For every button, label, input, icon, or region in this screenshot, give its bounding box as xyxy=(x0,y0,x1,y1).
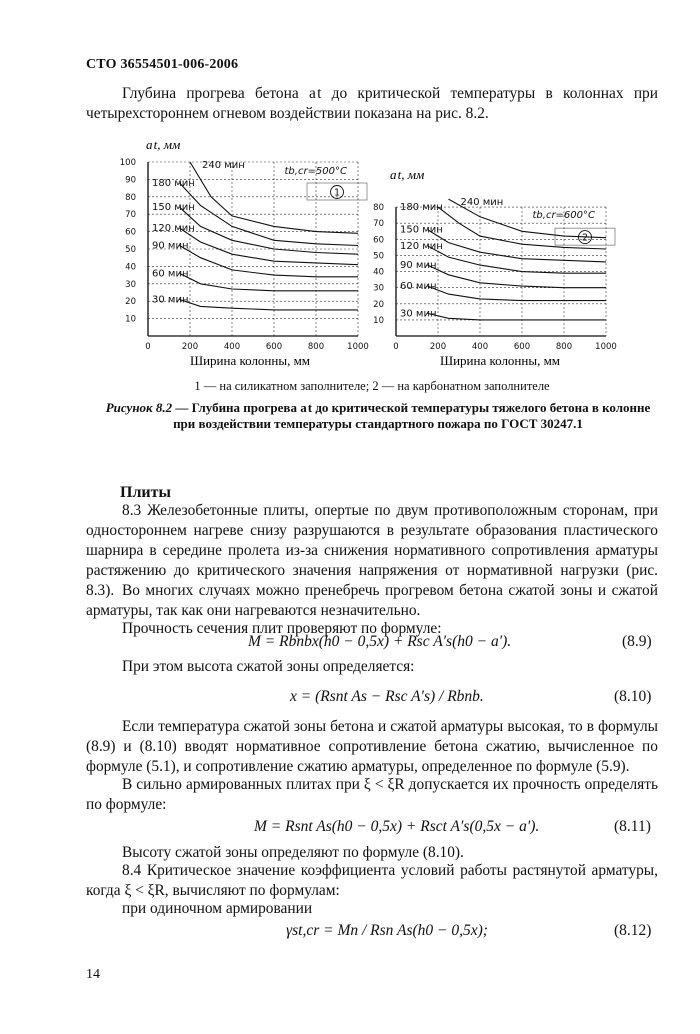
formula-8-12: γst,cr = Mn / Rsn As(h0 − 0,5x); xyxy=(286,922,488,939)
formula-8-9: M = Rbnbx(h0 − 0,5x) + Rsc A′s(h0 − a′). xyxy=(248,633,512,650)
y-tick-label: 90 xyxy=(125,175,136,186)
series-line xyxy=(428,265,607,288)
series-line xyxy=(180,273,359,290)
series-label: 120 мин xyxy=(400,240,443,252)
y-tick-label: 100 xyxy=(119,158,136,168)
y-tick-label: 70 xyxy=(373,219,384,230)
chart-silicate-aggregate xyxy=(120,158,369,352)
series-label: 90 мин xyxy=(152,240,189,252)
y-tick-label: 20 xyxy=(125,297,136,308)
document-header: СТО 36554501-006-2006 xyxy=(86,57,239,72)
series-label: 30 мин xyxy=(400,308,437,320)
x-tick-label: 200 xyxy=(181,342,199,352)
x-tick-label: 0 xyxy=(393,342,399,352)
x-tick-label: 600 xyxy=(513,342,531,352)
x-axis-label-2: Ширина колонны, мм xyxy=(439,353,561,368)
formula-number-8-11: (8.11) xyxy=(614,818,651,835)
series-label: 180 мин xyxy=(152,177,195,189)
y-tick-label: 70 xyxy=(125,210,136,221)
paragraph-height-2: Высоту сжатой зоны определяют по формуле (8.10). xyxy=(122,844,464,861)
formula-8-11: M = Rsnt As(h0 − 0,5x) + Rsct A′s(0,5x − a′). xyxy=(254,818,540,835)
section-title: Плиты xyxy=(120,484,171,501)
page-number: 14 xyxy=(86,967,100,982)
series-label: 60 мин xyxy=(152,268,189,280)
figure-caption-label: Рисунок 8.2 xyxy=(105,400,173,415)
series-line xyxy=(428,286,607,301)
x-tick-label: 600 xyxy=(265,342,283,352)
y-tick-label: 50 xyxy=(125,245,136,255)
y-tick-label: 30 xyxy=(125,279,136,290)
formula-number-8-9: (8.9) xyxy=(622,633,652,650)
y-tick-label: 10 xyxy=(125,314,136,325)
series-label: 240 мин xyxy=(460,197,504,209)
x-tick-label: 0 xyxy=(145,342,151,352)
x-tick-label: 800 xyxy=(307,342,325,352)
x-tick-label: 200 xyxy=(429,342,447,352)
paragraph-high-temp: Если температура сжатой зоны бетона и сжатой арматуры высокая, то в формулы (8.9) и (8.10) вводят нормативное сопротивление бетона сжатию, вычисленное по формуле (5.1), и сопротивление сжатию арматуры, определенное по формуле (5.9). xyxy=(86,718,658,775)
figure-caption-text: — Глубина прогрева a t до критической температуры тяжелого бетона в колонне при воздействии температуры стандартного пожара по ГОСТ 30247.1 xyxy=(173,400,651,431)
series-label: 150 мин xyxy=(152,202,195,214)
formula-8-10: x = (Rsnt As − Rsc A′s) / Rbnb. xyxy=(290,688,484,705)
series-line xyxy=(428,313,607,320)
paragraph-8-3: 8.3 Железобетонные плиты, опертые по двум противоположным сторонам, при одностороннем нагреве снизу разрушаются в результате образования пластического шарнира в середине пролета из-за снижения нормативного сопротивления арматуры растяжению до критического значения напряжения от нормативной нагрузки (рис. 8.3). xyxy=(86,502,658,599)
intro-paragraph: Глубина прогрева бетона a t до критической температуры в колоннах при четырехстороннем огневом воздействии показана на рис. 8.2. xyxy=(86,85,658,122)
y-tick-label: 60 xyxy=(373,235,384,246)
number-label: 2 xyxy=(581,232,589,244)
figure-legend: 1 — на силикатном заполнителе; 2 — на карбонатном заполнителе xyxy=(194,379,550,393)
y-tick-label: 10 xyxy=(373,315,384,326)
series-label: 180 мин xyxy=(400,202,443,214)
x-axis-label-1: Ширина колонны, мм xyxy=(189,353,311,368)
chart-carbonate-aggregate xyxy=(373,197,617,352)
paragraph-single: при одиночном армировании xyxy=(122,900,313,917)
y-tick-label: 30 xyxy=(373,283,384,294)
y-axis-label-1: a t, мм xyxy=(146,137,181,152)
x-tick-label: 1000 xyxy=(347,342,369,352)
series-label: 90 мин xyxy=(400,260,437,272)
temperature-label: tb,cr=500°C xyxy=(284,166,348,177)
series-label: 150 мин xyxy=(400,224,443,236)
formula-number-8-10: (8.10) xyxy=(614,688,652,705)
series-label: 60 мин xyxy=(400,281,437,293)
y-tick-label: 20 xyxy=(373,299,384,310)
figure-8-2 xyxy=(100,136,630,372)
y-axis-label-2: a t, мм xyxy=(390,167,425,182)
y-tick-label: 40 xyxy=(373,267,384,278)
series-label: 30 мин xyxy=(152,294,189,306)
paragraph-height: При этом высота сжатой зоны определяется: xyxy=(122,658,415,675)
series-line xyxy=(428,246,607,273)
series-label: 120 мин xyxy=(152,223,195,235)
y-tick-label: 60 xyxy=(125,227,136,238)
x-tick-label: 1000 xyxy=(595,342,617,352)
paragraph-strength: Прочность сечения плит проверяют по формуле: xyxy=(122,620,442,637)
x-tick-label: 400 xyxy=(223,342,241,352)
series-line xyxy=(180,228,359,265)
y-tick-label: 40 xyxy=(125,262,136,273)
x-tick-label: 800 xyxy=(555,342,573,352)
x-tick-label: 400 xyxy=(471,342,489,352)
number-label: 1 xyxy=(333,187,341,199)
paragraph-neglect: Во многих случаях можно пренебречь прогревом бетона сжатой зоны и сжатой арматуры, так как они нагреваются незначительно. xyxy=(86,582,658,619)
temperature-label: tb,cr=600°C xyxy=(532,210,596,222)
formula-number-8-12: (8.12) xyxy=(614,922,652,939)
y-tick-label: 80 xyxy=(125,192,136,203)
y-tick-label: 50 xyxy=(373,251,384,262)
figure-caption xyxy=(100,400,656,432)
y-tick-label: 80 xyxy=(373,203,384,214)
series-label: 240 мин xyxy=(202,160,245,171)
paragraph-strong-reinforcement: В сильно армированных плитах при ξ < ξR допускается их прочность определять по формуле: xyxy=(86,776,658,813)
series-line xyxy=(180,246,359,277)
paragraph-8-4: 8.4 Критическое значение коэффициента условий работы растянутой арматуры, когда ξ < ξR, вычисляют по формулам: xyxy=(86,862,658,899)
